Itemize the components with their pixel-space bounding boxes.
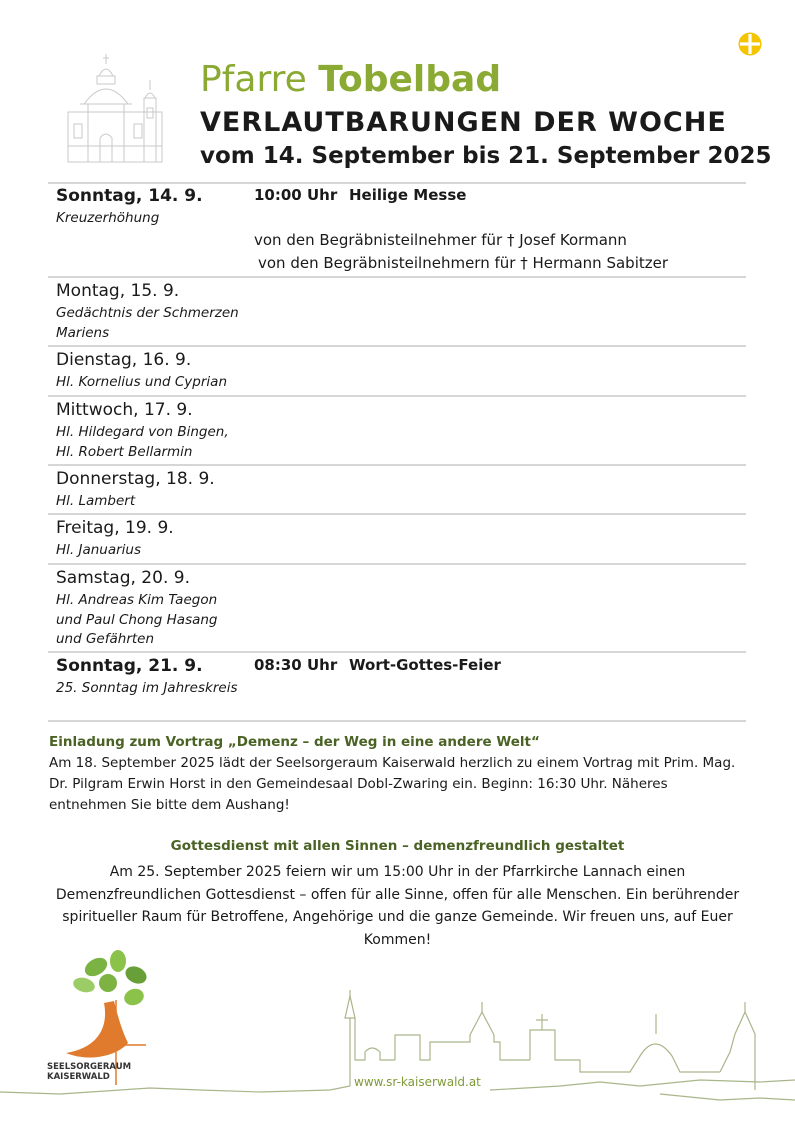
row-divider (48, 651, 746, 653)
day-label: Donnerstag, 18. 9. (56, 469, 215, 489)
day-label: Samstag, 20. 9. (56, 568, 190, 588)
day-label: Mittwoch, 17. 9. (56, 400, 193, 420)
row-divider (48, 464, 746, 466)
event-time: 10:00 Uhr (254, 186, 338, 204)
feast-label: Hl. Lambert (56, 493, 136, 509)
feast-label: Kreuzerhöhung (56, 210, 160, 226)
intention-line: von den Begräbnisteilnehmern für † Hermann Sabitzer (258, 254, 669, 272)
event-time: 08:30 Uhr (254, 656, 338, 674)
row-divider (48, 720, 746, 722)
row-divider (48, 395, 746, 397)
town-skyline-icon (0, 990, 795, 1115)
feast-label: Hl. Andreas Kim Taegon und Paul Chong Hasang und Gefährten (56, 592, 218, 647)
notice-heading: Einladung zum Vortrag „Demenz – der Weg in eine andere Welt“ (49, 734, 540, 750)
logo-line-1: SEELSORGERAUM (47, 1062, 132, 1072)
feast-label: Gedächtnis der Schmerzen Mariens (56, 305, 239, 341)
website-link[interactable]: www.sr-kaiserwald.at (354, 1075, 481, 1089)
event-title: Heilige Messe (349, 186, 467, 204)
row-divider (48, 563, 746, 565)
parish-name-bold: Tobelbad (318, 59, 502, 100)
row-divider (48, 182, 746, 184)
corner-cross-logo-icon (738, 32, 762, 56)
row-divider (48, 276, 746, 278)
day-label: Sonntag, 14. 9. (56, 186, 203, 206)
feast-label: Hl. Januarius (56, 542, 142, 558)
notice-body: Am 25. September 2025 feiern wir um 15:00 Uhr in der Pfarrkirche Lannach einen Demenzfreundlichen Gottesdienst – offen für alle Sinne, offen für alle Menschen. Ein berührender spiritueller Raum für Betroffene, Angehörige und die ganze Gemeinde. Wir freuen uns, auf Euer Kommen! (55, 864, 740, 948)
church-outline-icon (66, 52, 166, 164)
notice-heading: Gottesdienst mit allen Sinnen – demenzfreundlich gestaltet (170, 838, 625, 854)
parish-prefix: Pfarre (200, 59, 307, 100)
row-divider (48, 513, 746, 515)
parish-name (200, 58, 501, 102)
feast-label: Hl. Hildegard von Bingen, Hl. Robert Bellarmin (56, 424, 229, 460)
day-label: Sonntag, 21. 9. (56, 656, 203, 676)
notice-body: Am 18. September 2025 lädt der Seelsorgeraum Kaiserwald herzlich zu einem Vortrag mit Prim. Mag. Dr. Pilgram Erwin Horst in den Gemeindesaal Dobl-Zwaring ein. Beginn: 16:30 Uhr. Näheres entnehmen Sie bitte dem Aushang! (49, 755, 736, 813)
page-title: VERLAUTBARUNGEN DER WOCHE (200, 107, 727, 138)
intention-line: von den Begräbnisteilnehmer für † Josef Kormann (254, 231, 627, 249)
feast-label: Hl. Kornelius und Cyprian (56, 374, 227, 390)
day-label: Freitag, 19. 9. (56, 518, 174, 538)
row-divider (48, 345, 746, 347)
feast-label: 25. Sonntag im Jahreskreis (56, 680, 238, 696)
date-range: vom 14. September bis 21. September 2025 (200, 143, 772, 169)
logo-line-2: KAISERWALD (47, 1071, 110, 1082)
event-title: Wort-Gottes-Feier (349, 656, 501, 674)
day-label: Montag, 15. 9. (56, 281, 180, 301)
day-label: Dienstag, 16. 9. (56, 350, 192, 370)
